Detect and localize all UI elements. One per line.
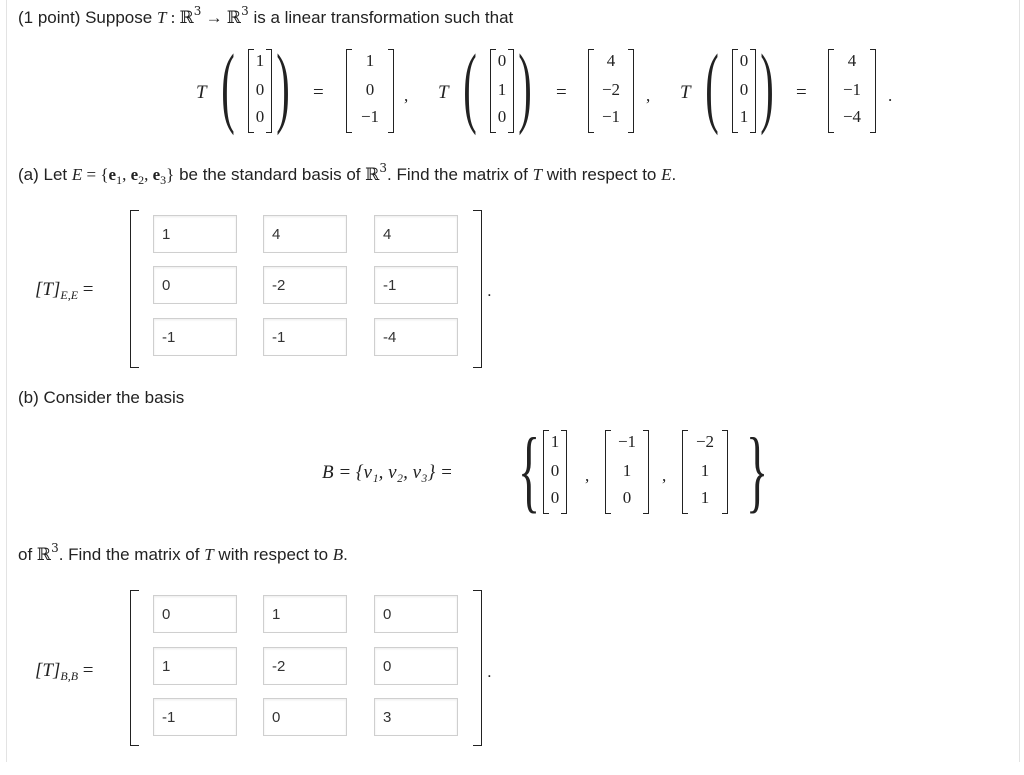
given-input-vector-3: 0 0 1 <box>732 49 756 133</box>
intro-line: (1 point) Suppose T : ℝ$^3$ → ℝ$^3$ is a linear transformation such that <box>18 4 514 28</box>
matrix-a-cell-2-2[interactable] <box>263 266 347 304</box>
matrix-a-label: $[T]_{E,E}$ = <box>35 279 94 302</box>
symbol-R3: ℝ$^3$ <box>179 4 202 28</box>
matrix-b-cell-2-3[interactable] <box>374 647 458 685</box>
matrix-a-cell-3-1[interactable] <box>153 318 237 356</box>
matrix-a-cell-2-3[interactable] <box>374 266 458 304</box>
given-input-vector-2: 0 1 0 <box>490 49 514 133</box>
part-b-intro: (b) Consider the basis <box>18 388 185 407</box>
part-a-prompt: (a) Let $E = \{e_1$, $e_2$, $e_3$} be the standard basis of ℝ$^3$. Find the matrix of T with respect to E. <box>18 161 677 187</box>
intro-prefix: (1 point) Suppose <box>18 8 153 27</box>
given-output-vector-2: 4 −2 −1 <box>588 49 634 133</box>
basis-vector-v2: −1 1 0 <box>605 430 649 514</box>
part-b-prompt: of ℝ$^3$. Find the matrix of T with respect to B. <box>18 541 348 565</box>
symbol-T: T <box>156 8 167 27</box>
matrix-b-cell-3-3[interactable] <box>374 698 458 736</box>
matrix-b-cell-2-2[interactable] <box>263 647 347 685</box>
basis-vector-v1: 1 0 0 <box>543 430 567 514</box>
matrix-a-cell-3-3[interactable] <box>374 318 458 356</box>
matrix-a-cell-1-1[interactable] <box>153 215 237 253</box>
matrix-b-cell-1-3[interactable] <box>374 595 458 633</box>
given-output-vector-3: 4 −1 −4 <box>828 49 876 133</box>
basis-vector-v3: −2 1 1 <box>682 430 728 514</box>
intro-suffix: is a linear transformation such that <box>253 8 514 27</box>
matrix-b-cell-1-1[interactable] <box>153 595 237 633</box>
matrix-b-cell-1-2[interactable] <box>263 595 347 633</box>
matrix-b-cell-3-1[interactable] <box>153 698 237 736</box>
matrix-a-cell-1-3[interactable] <box>374 215 458 253</box>
given-output-vector-1: 1 0 −1 <box>346 49 394 133</box>
matrix-b-cell-3-2[interactable] <box>263 698 347 736</box>
basis-lhs: B = {v₁, v₂, v₃} = <box>322 462 453 483</box>
given-input-vector-1: 1 0 0 <box>248 49 272 133</box>
matrix-a-cell-1-2[interactable] <box>263 215 347 253</box>
matrix-a-cell-2-1[interactable] <box>153 266 237 304</box>
matrix-a-cell-3-2[interactable] <box>263 318 347 356</box>
matrix-b-cell-2-1[interactable] <box>153 647 237 685</box>
matrix-b-label: $[T]_{B,B}$ = <box>35 660 94 683</box>
